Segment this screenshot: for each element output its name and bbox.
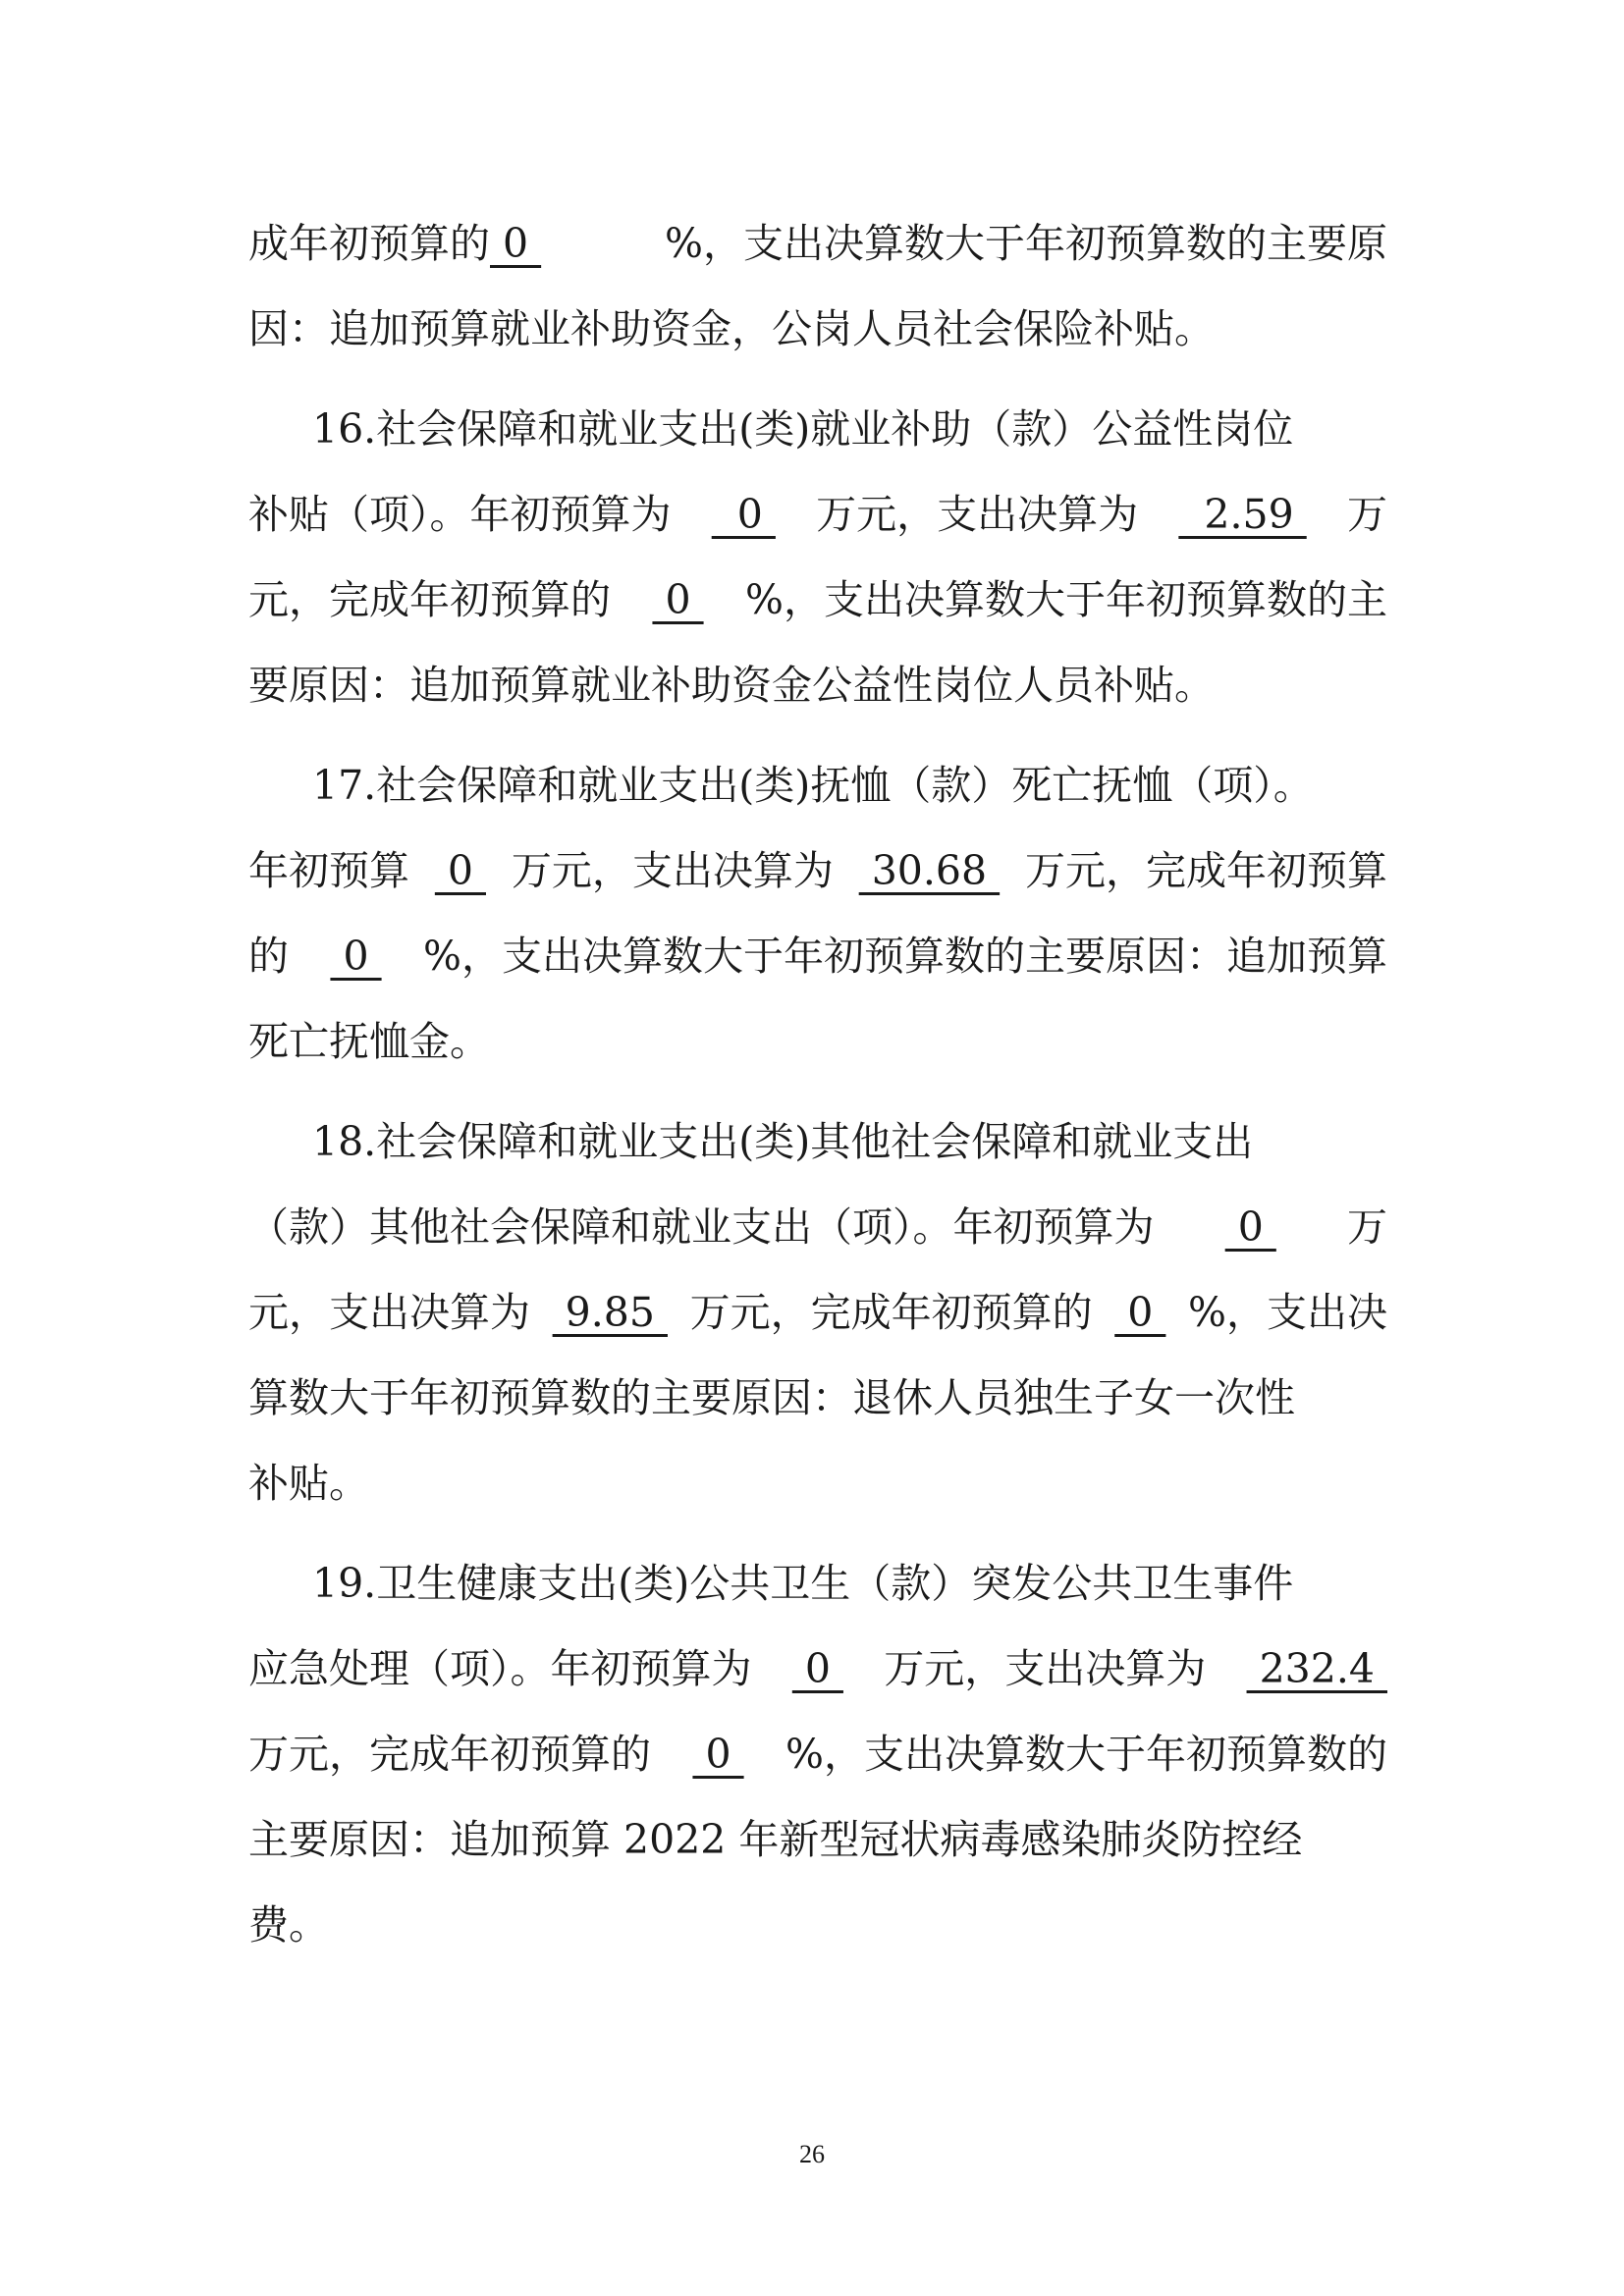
p18-line-4 bbox=[248, 1367, 1387, 1428]
text-run: 万 bbox=[1347, 1203, 1387, 1251]
underlined-value: 2.59 bbox=[1178, 491, 1307, 538]
underlined-value: 0 bbox=[1114, 1289, 1166, 1336]
text-run: 年初预算 bbox=[248, 847, 409, 894]
p19-line-5 bbox=[248, 1895, 1387, 1955]
p15-line-2 bbox=[248, 298, 1387, 359]
text-run: 的 bbox=[248, 933, 289, 980]
text-run: %，支出决算数大于年初预算数的 bbox=[785, 1731, 1387, 1778]
p18-line-2 bbox=[248, 1197, 1387, 1257]
text-run: %，支出决算数大于年初预算数的主要原 bbox=[665, 220, 1387, 267]
underlined-value: 0 bbox=[791, 1645, 843, 1692]
text-run: 补贴（项）。年初预算为 bbox=[248, 491, 672, 538]
underlined-value: 0 bbox=[652, 576, 704, 623]
p19-line-4 bbox=[248, 1809, 1387, 1870]
p19-line-2 bbox=[248, 1638, 1387, 1699]
text-run: %，支出决 bbox=[1188, 1289, 1387, 1336]
underlined-value: 232.4 bbox=[1246, 1645, 1387, 1692]
underlined-value: 30.68 bbox=[858, 847, 1001, 894]
p16-line-1 bbox=[312, 399, 1387, 459]
text-run: 成年初预算的 bbox=[248, 220, 490, 267]
text-run: （款）其他社会保障和就业支出（项）。年初预算为 bbox=[248, 1203, 1155, 1251]
text-run: 应急处理（项）。年初预算为 bbox=[248, 1645, 752, 1692]
p19-line-1 bbox=[312, 1553, 1387, 1614]
p18-line-5 bbox=[248, 1453, 1387, 1514]
text-run: 算数大于年初预算数的主要原因：退休人员独生子女一次性 bbox=[248, 1374, 1295, 1421]
p15-line-1 bbox=[248, 213, 1387, 274]
text-run: 万元，支出决算为 bbox=[884, 1645, 1207, 1692]
page-number: 26 bbox=[799, 2140, 825, 2168]
p17-line-1 bbox=[312, 755, 1387, 816]
text-run: 元，支出决算为 bbox=[248, 1289, 530, 1336]
underlined-value: 0 bbox=[711, 491, 776, 538]
p16-line-3 bbox=[248, 569, 1387, 630]
p16-line-4 bbox=[248, 655, 1387, 716]
text-run: 万元，完成年初预算的 bbox=[248, 1731, 651, 1778]
text-run: %，支出决算数大于年初预算数的主 bbox=[745, 576, 1387, 623]
text-run: 万元，完成年初预算的 bbox=[689, 1289, 1093, 1336]
p17-line-2 bbox=[248, 840, 1387, 901]
text-run: 万元，完成年初预算 bbox=[1024, 847, 1387, 894]
text-run: 死亡抚恤金。 bbox=[248, 1018, 490, 1065]
text-run: 补贴。 bbox=[248, 1460, 369, 1507]
text-run: 费。 bbox=[248, 1901, 329, 1949]
underlined-value: 0 bbox=[330, 933, 382, 980]
underlined-value: 0 bbox=[434, 847, 486, 894]
p18-line-3 bbox=[248, 1282, 1387, 1343]
text-run: 17.社会保障和就业支出(类)抚恤（款）死亡抚恤（项）。 bbox=[312, 762, 1314, 809]
p17-line-3 bbox=[248, 926, 1387, 987]
text-run: %，支出决算数大于年初预算数的主要原因：追加预算 bbox=[423, 933, 1387, 980]
text-run: 万元，支出决算为 bbox=[816, 491, 1139, 538]
p17-line-4 bbox=[248, 1011, 1387, 1072]
text-run: 主要原因：追加预算 2022 年新型冠状病毒感染肺炎防控经 bbox=[248, 1816, 1303, 1863]
text-run: 18.社会保障和就业支出(类)其他社会保障和就业支出 bbox=[312, 1118, 1254, 1165]
text-run: 万 bbox=[1346, 491, 1387, 538]
p18-line-1 bbox=[312, 1111, 1387, 1172]
underlined-value: 0 bbox=[490, 220, 542, 267]
text-run: 16.社会保障和就业支出(类)就业补助（款）公益性岗位 bbox=[312, 405, 1294, 453]
text-run: 19.卫生健康支出(类)公共卫生（款）突发公共卫生事件 bbox=[312, 1560, 1294, 1607]
text-run: 因：追加预算就业补助资金，公岗人员社会保险补贴。 bbox=[248, 305, 1215, 352]
text-run: 要原因：追加预算就业补助资金公益性岗位人员补贴。 bbox=[248, 662, 1215, 709]
underlined-value: 0 bbox=[692, 1731, 744, 1778]
text-run: 元，完成年初预算的 bbox=[248, 576, 611, 623]
p16-line-2 bbox=[248, 484, 1387, 545]
underlined-value: 9.85 bbox=[552, 1289, 668, 1336]
text-run: 万元，支出决算为 bbox=[511, 847, 834, 894]
p19-line-3 bbox=[248, 1724, 1387, 1785]
underlined-value: 0 bbox=[1224, 1203, 1276, 1251]
